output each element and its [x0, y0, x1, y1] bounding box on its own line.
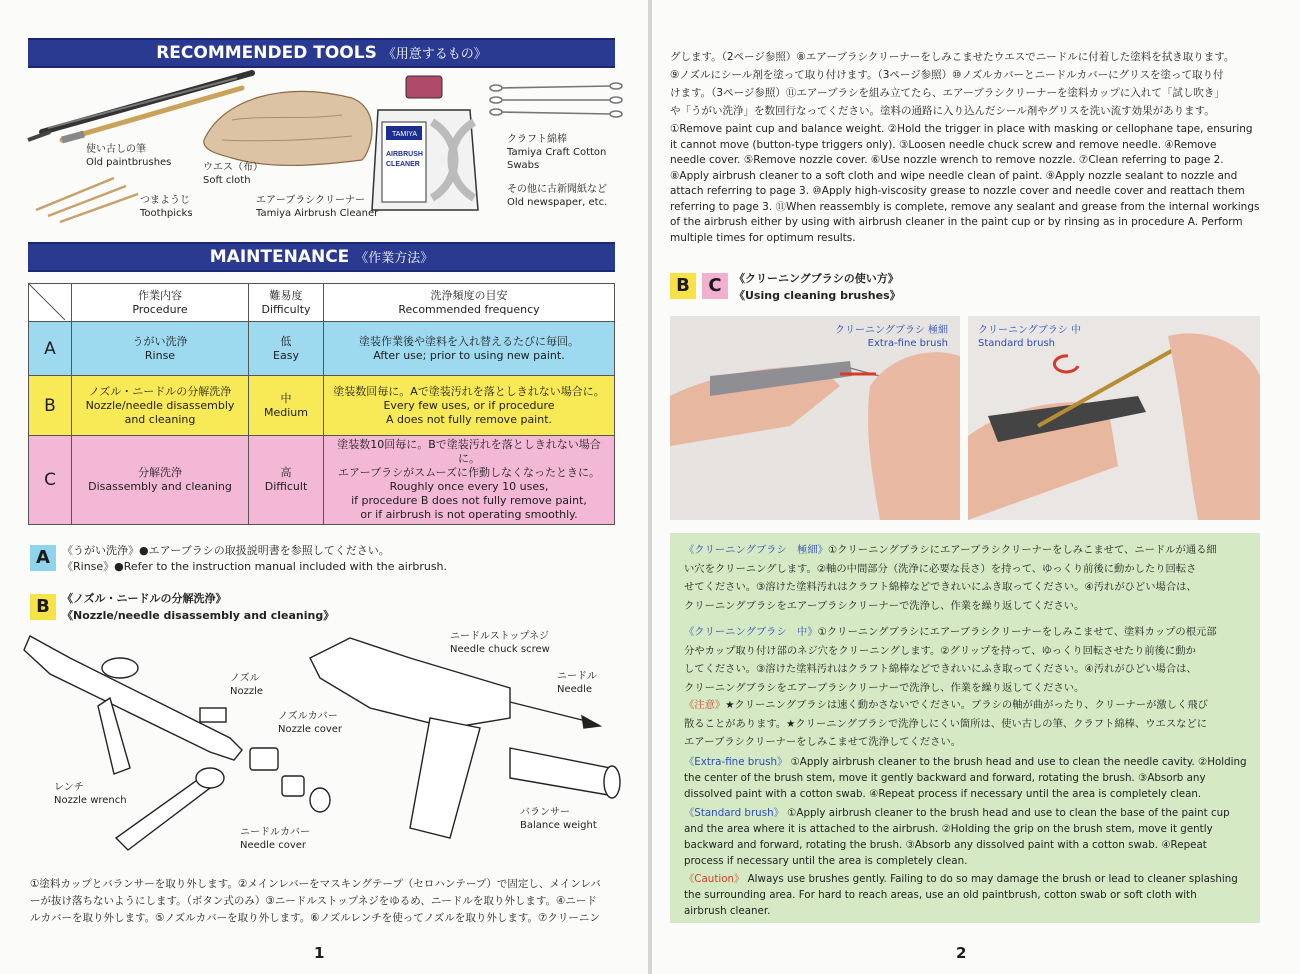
cotton-swabs-drawing: [490, 83, 622, 117]
table-row: [29, 322, 615, 376]
balance-weight-drawing: [510, 748, 620, 798]
section-b-title: 《ノズル・ニードルの分解洗浄》 《Nozzle/needle disassembly and cleaning》: [62, 592, 335, 622]
table-row: [29, 436, 615, 525]
row-procedure: ノズル・ニードルの分解洗浄 Nozzle/needle disassembly and cleaning: [72, 376, 249, 436]
needle-label: ニードル Needle: [557, 671, 597, 695]
toothpicks-drawing: [36, 178, 138, 222]
row-letter: B: [29, 376, 72, 436]
airbrush-cleaner-bottle-drawing: [372, 76, 478, 210]
balance-weight-label: バランサー Balance weight: [520, 807, 597, 831]
section-c-badge: C: [702, 273, 728, 299]
airbrush-body-drawing: [24, 636, 242, 774]
page-number: 2: [956, 944, 967, 962]
corner-cell: [29, 284, 72, 322]
page-1: [0, 0, 648, 974]
extra-fine-brush-label: クリーニングブラシ 極細 Extra-fine brush: [835, 325, 948, 349]
continued-steps-japanese: グします。（2ページ参照）⑧エアーブラシクリーナーをしみこませたウエスでニードルに付着した塗料を拭き取ります。 ⑨ノズルにシール剤を塗って取り付けます。（3ページ参照）⑩ノズルカバーとニードルカバーにグリスを塗って取り付 けます。（3ページ参照）⑪エアーブラシを組み立てたら、エアーブラシクリーナーを塗料カップに入れて「試し吹き」 や「うがい洗浄」を数回行なってください。塗料の通路に入り込んだシール剤やグリスを洗い流す効果があります。: [670, 51, 1235, 117]
header-difficulty: 難易度 Difficulty: [249, 284, 324, 322]
wrench-drawing: [116, 768, 224, 850]
row-procedure: 分解洗浄 Disassembly and cleaning: [72, 436, 249, 525]
newspaper-label: その他に古新聞紙など Old newspaper, etc.: [507, 184, 608, 208]
cleaning-brushes-title: 《クリーニングブラシの使い方》 《Using cleaning brushes》: [734, 272, 901, 302]
standard-brush-label: クリーニングブラシ 中 Standard brush: [978, 325, 1081, 349]
nozzle-label: ノズル Nozzle: [230, 673, 264, 697]
section-a-text: 《うがい洗浄》●エアーブラシの取扱説明書を参照してください。 《Rinse》●Refer to the instruction manual included with the airbrush.: [62, 544, 448, 573]
maintenance-header: MAINTENANCE 《作業方法》: [28, 242, 615, 272]
soft-cloth-drawing: [204, 91, 372, 165]
row-frequency: 塗装数回毎に。Aで塗装汚れを落としきれない場合に。 Every few uses, or if procedure A does not fully remove paint.: [324, 376, 615, 436]
row-letter: A: [29, 322, 72, 376]
disassembly-diagram: [10, 628, 640, 868]
row-difficulty: 低 Easy: [249, 322, 324, 376]
row-difficulty: 高 Difficult: [249, 436, 324, 525]
standard-brush-jp: 《クリーニングブラシ 中》①クリーニングブラシにエアーブラシクリーナーをしみこませて、塗料カップの根元部 分やカップ取り付け部のネジ穴をクリーニングします。②グリップを持って、ゆっくり回転させたり前後に動か してください。③溶けた塗料汚れはクラフト綿棒などできれいにふき取ってください。④汚れがひどい場合は、 クリーニングブラシをエアーブラシクリーナーで洗浄し、作業を繰り返してください。: [684, 626, 1217, 694]
standard-brush-en: 《Standard brush》 ①Apply airbrush cleaner to the brush head and use to clean the base of the paint cup and the area where it is attached to the airbrush. ②Holding the grip on the brush stem, move it gently backward and forward, rotating the brush. ③Absorb any dissolved paint with a cotton swab. ④Repeat process if necessary until the area is completely clean.: [684, 807, 1230, 867]
header-frequency: 洗浄頻度の目安 Recommended frequency: [324, 284, 615, 322]
needle-cover-label: ニードルカバー Needle cover: [240, 827, 310, 851]
airbrush-cleaner-label: エアーブラシクリーナー Tamiya Airbrush Cleaner: [256, 195, 379, 219]
soft-cloth-label: ウエス（布） Soft cloth: [203, 162, 263, 186]
maintenance-table: [28, 283, 615, 525]
nozzle-cover-label: ノズルカバー Nozzle cover: [278, 711, 343, 735]
table-header-row: [29, 284, 615, 322]
section-a-badge: A: [30, 545, 56, 571]
page-number: 1: [314, 944, 325, 962]
row-letter: C: [29, 436, 72, 525]
table-row: [29, 376, 615, 436]
row-procedure: うがい洗浄 Rinse: [72, 322, 249, 376]
bottle-label-2: CLEANER: [386, 161, 420, 168]
bottle-brand-text: TAMIYA: [392, 131, 418, 138]
header-procedure: 作業内容 Procedure: [72, 284, 249, 322]
cotton-swabs-label: クラフト綿棒 Tamiya Craft Cotton Swabs: [507, 134, 607, 171]
row-frequency: 塗装数10回毎に。Bで塗装汚れを落としきれない場合に。 エアーブラシがスムーズに作動しなくなったときに。 Roughly once every 10 uses, if procedure B does not fully remove paint, or if airbrush is not operating smoothly.: [324, 436, 615, 525]
steps-english: ①Remove paint cup and balance weight. ②Hold the trigger in place with masking or cellophane tape, ensuring it cannot move (button-type triggers only). ③Loosen needle chuck screw and remove needle. ④Remove needle cover. ⑤Remove nozzle cover. ⑥Use nozzle wrench to remove nozzle. ⑦Clean referring to page 2. ⑧Apply airbrush cleaner to a soft cloth and wipe needle clean of paint. ⑨Apply nozzle sealant to nozzle and attach referring to page 3. ⑩Apply high-viscosity grease to nozzle cover and needle cover and reattach them referring to page 3. ⑪When reassembly is complete, remove any sealant and grease from the internal workings of the airbrush either by using with airbrush cleaner in the paint cup or by rinsing as in procedure A. Perform multiple times for optimum results.: [670, 123, 1260, 244]
extra-fine-brush-en: 《Extra-fine brush》 ①Apply airbrush cleaner to the brush head and use to clean the needle cavity. ②Holding the center of the brush stem, move it gently backward and forward, rotating the brush. ③Absorb any dissolved paint with a cotton swab. ④Repeat process if necessary until the area is completely clean.: [684, 756, 1247, 800]
extra-fine-brush-jp: 《クリーニングブラシ 極細》①クリーニングブラシにエアーブラシクリーナーをしみこませて、ニードルが通る細 い穴をクリーニングします。②軸の中間部分（洗浄に必要な長さ）を持って、ゆっくり前後に動かしたり回転さ せてください。③溶けた塗料汚れはクラフト綿棒などできれいにふき取ってください。④汚れがひどい場合は、 クリーニングブラシをエアーブラシクリーナーで洗浄し、作業を繰り返してください。: [684, 544, 1217, 612]
bottle-label-1: AIRBRUSH: [386, 151, 423, 158]
nozzle-cover-drawing: [250, 748, 330, 812]
brush-instructions-box: [670, 533, 1260, 923]
section-b-badge: B: [670, 273, 696, 299]
caution-en: 《Caution》 Always use brushes gently. Failing to do so may damage the brush or lead to cleaner splashing the surrounding area. For hard to reach areas, use an old paintbrush, cotton swab or soft cloth with airbrush cleaner.: [684, 873, 1238, 917]
row-frequency: 塗装作業後や塗料を入れ替えるたびに毎回。 After use; prior to using new paint.: [324, 322, 615, 376]
toothpicks-label: つまようじ Toothpicks: [140, 195, 193, 219]
caution-jp: 《注意》★クリーニングブラシは速く動かさないでください。ブラシの軸が曲がったり、クリーナーが激しく飛び 散ることがあります。★クリーニングブラシで洗浄しにくい箇所は、使い古しの筆、クラフト綿棒、ウエスなどに エアーブラシクリーナーをしみこませて洗浄してください。: [684, 699, 1208, 748]
needle-chuck-screw-label: ニードルストップネジ Needle chuck screw: [450, 631, 550, 655]
steps-japanese: ①塗料カップとバランサーを取り外します。②メインレバーをマスキングテープ（セロハンテープ）で固定し、メインレバ ーが抜け落ちないようにします。（ボタン式のみ）③ニードルストップネジをゆるめ、ニードルを取り外します。④ニード ルカバーを取り外します。⑤ノズルカバーを取り外します。⑥ノズルレンチを使ってノズルを取り外します。⑦クリーニン: [30, 878, 601, 924]
extra-fine-brush-photo: [670, 316, 960, 520]
standard-brush-photo: [968, 316, 1260, 520]
nozzle-wrench-label: レンチ Nozzle wrench: [54, 782, 127, 806]
row-difficulty: 中 Medium: [249, 376, 324, 436]
recommended-tools-header: RECOMMENDED TOOLS 《用意するもの》: [28, 38, 615, 68]
section-b-badge: B: [30, 594, 56, 620]
paintbrushes-label: 使い古しの筆 Old paintbrushes: [86, 144, 172, 168]
